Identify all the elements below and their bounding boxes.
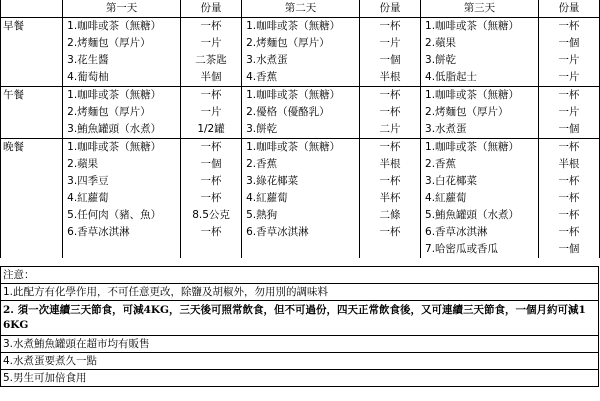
- day3-header: 第三天: [421, 0, 539, 18]
- food-item-cell: 7.哈密瓜或香瓜: [421, 241, 539, 258]
- notes-section: [0, 266, 599, 387]
- amount-cell: 一杯: [359, 87, 420, 105]
- food-item-cell: 2.香蕉: [242, 156, 360, 173]
- food-item-cell: 1.咖啡或茶（無糖）: [63, 18, 181, 36]
- food-item-cell: 6.香草冰淇淋: [421, 224, 539, 241]
- amount-cell: [359, 241, 420, 258]
- table-row: [1, 69, 600, 87]
- amount-cell: 一杯: [538, 18, 599, 36]
- meal-label-blank: [1, 121, 63, 139]
- table-row: [1, 241, 600, 258]
- food-item-cell: 6.香草冰淇淋: [63, 224, 181, 241]
- amount-cell: 一杯: [359, 104, 420, 121]
- meal-label: 午餐: [1, 87, 63, 105]
- table-row: [1, 52, 600, 69]
- food-item-cell: 4.紅蘿蔔: [421, 190, 539, 207]
- amount-cell: 二茶匙: [181, 52, 242, 69]
- meal-label-blank: [1, 35, 63, 52]
- food-item-cell: 3.白花椰菜: [421, 173, 539, 190]
- meal-label: 早餐: [1, 18, 63, 36]
- food-item-cell: 5.熱狗: [242, 207, 360, 224]
- amount-cell: 二條: [359, 207, 420, 224]
- amount-cell: 一個: [538, 121, 599, 139]
- food-item-cell: 3.餅乾: [242, 121, 360, 139]
- food-item-cell: 3.花生醬: [63, 52, 181, 69]
- meal-header-blank: [1, 0, 63, 18]
- food-item-cell: 4.葡萄柚: [63, 69, 181, 87]
- meal-label-blank: [1, 104, 63, 121]
- food-item-cell: 3.水煮蛋: [242, 52, 360, 69]
- day2-header: 第二天: [242, 0, 360, 18]
- food-item-cell: 2.優格（優酪乳）: [242, 104, 360, 121]
- day3-amount-header: 份量: [538, 0, 599, 18]
- amount-cell: 半根: [538, 156, 599, 173]
- note-item-3: 3.水煮鮪魚罐頭在超市均有販售: [1, 336, 598, 353]
- amount-cell: 一片: [359, 35, 420, 52]
- table-row: [1, 139, 600, 157]
- food-item-cell: 1.咖啡或茶（無糖）: [242, 18, 360, 36]
- amount-cell: 一杯: [359, 18, 420, 36]
- meal-label-blank: [1, 52, 63, 69]
- food-item-cell: 1.咖啡或茶（無糖）: [421, 18, 539, 36]
- table-row: [1, 173, 600, 190]
- food-item-cell: 6.香草冰淇淋: [242, 224, 360, 241]
- meal-label-blank: [1, 224, 63, 241]
- amount-cell: 一片: [181, 35, 242, 52]
- note-item-5: 5.男生可加倍食用: [1, 370, 598, 387]
- amount-cell: 一片: [181, 104, 242, 121]
- amount-cell: 1/2罐: [181, 121, 242, 139]
- meal-label-blank: [1, 156, 63, 173]
- food-item-cell: [242, 241, 360, 258]
- amount-cell: 一杯: [181, 224, 242, 241]
- food-item-cell: 4.紅蘿蔔: [63, 190, 181, 207]
- table-row: [1, 18, 600, 36]
- day2-amount-header: 份量: [359, 0, 420, 18]
- meal-label-blank: [1, 69, 63, 87]
- amount-cell: 半根: [359, 156, 420, 173]
- notes-title: 注意：: [1, 267, 598, 284]
- amount-cell: 一片: [538, 52, 599, 69]
- amount-cell: 一杯: [359, 224, 420, 241]
- food-item-cell: 3.水煮蛋: [421, 121, 539, 139]
- note-item-4: 4.水煮蛋要煮久一點: [1, 353, 598, 370]
- amount-cell: 一個: [181, 156, 242, 173]
- amount-cell: 二片: [359, 121, 420, 139]
- meal-label-blank: [1, 173, 63, 190]
- food-item-cell: 2.蘋果: [63, 156, 181, 173]
- food-item-cell: 2.烤麵包（厚片）: [421, 104, 539, 121]
- amount-cell: 一杯: [538, 190, 599, 207]
- amount-cell: 一個: [538, 241, 599, 258]
- amount-cell: [181, 241, 242, 258]
- food-item-cell: 2.烤麵包（厚片）: [63, 35, 181, 52]
- food-item-cell: [63, 241, 181, 258]
- table-row: [1, 35, 600, 52]
- amount-cell: 一杯: [359, 139, 420, 157]
- food-item-cell: 2.烤麵包（厚片）: [242, 35, 360, 52]
- food-item-cell: 4.低脂起士: [421, 69, 539, 87]
- food-item-cell: 2.烤麵包（厚片）: [63, 104, 181, 121]
- amount-cell: 一杯: [181, 18, 242, 36]
- amount-cell: 一杯: [538, 87, 599, 105]
- food-item-cell: 3.餅乾: [421, 52, 539, 69]
- amount-cell: 一杯: [181, 87, 242, 105]
- amount-cell: 一個: [538, 35, 599, 52]
- food-item-cell: 1.咖啡或茶（無糖）: [242, 87, 360, 105]
- food-item-cell: 1.咖啡或茶（無糖）: [63, 139, 181, 157]
- table-body: [1, 18, 600, 259]
- food-item-cell: 1.咖啡或茶（無糖）: [421, 87, 539, 105]
- amount-cell: 一杯: [538, 173, 599, 190]
- amount-cell: 半個: [181, 69, 242, 87]
- meal-label-blank: [1, 241, 63, 258]
- food-item-cell: 1.咖啡或茶（無糖）: [63, 87, 181, 105]
- amount-cell: 一杯: [181, 173, 242, 190]
- amount-cell: 一杯: [538, 207, 599, 224]
- food-item-cell: 5.任何肉（豬、魚）: [63, 207, 181, 224]
- amount-cell: 一杯: [181, 190, 242, 207]
- food-item-cell: 4.香蕉: [242, 69, 360, 87]
- header-row: [1, 0, 600, 18]
- food-item-cell: 2.蘋果: [421, 35, 539, 52]
- meal-label-blank: [1, 207, 63, 224]
- meal-label: 晚餐: [1, 139, 63, 157]
- meal-label-blank: [1, 190, 63, 207]
- amount-cell: 8.5公克: [181, 207, 242, 224]
- table-row: [1, 121, 600, 139]
- food-item-cell: 3.鮪魚罐頭（水煮）: [63, 121, 181, 139]
- food-item-cell: 4.紅蘿蔔: [242, 190, 360, 207]
- amount-cell: 一個: [359, 52, 420, 69]
- amount-cell: 一杯: [538, 139, 599, 157]
- food-item-cell: 3.綠花椰菜: [242, 173, 360, 190]
- food-item-cell: 5.鮪魚罐頭（水煮）: [421, 207, 539, 224]
- amount-cell: 半根: [359, 69, 420, 87]
- amount-cell: 一片: [538, 69, 599, 87]
- note-item-1: 1.此配方有化學作用，不可任意更改，除鹽及胡椒外，勿用別的調味料: [1, 284, 598, 301]
- amount-cell: 一片: [538, 104, 599, 121]
- amount-cell: 一杯: [181, 139, 242, 157]
- table-row: [1, 104, 600, 121]
- food-item-cell: 3.四季豆: [63, 173, 181, 190]
- amount-cell: 半杯: [359, 190, 420, 207]
- amount-cell: 一杯: [538, 224, 599, 241]
- table-row: [1, 224, 600, 241]
- table-row: [1, 190, 600, 207]
- day1-amount-header: 份量: [181, 0, 242, 18]
- food-item-cell: 1.咖啡或茶（無糖）: [421, 139, 539, 157]
- table-row: [1, 207, 600, 224]
- amount-cell: 一杯: [359, 173, 420, 190]
- note-item-2: 2. 須一次連續三天節食，可減4KG，三天後可照常飲食，但不可過份，四天正常飲食後，又可連續三天節食，一個月約可減1 6KG: [1, 301, 598, 336]
- food-item-cell: 1.咖啡或茶（無糖）: [242, 139, 360, 157]
- food-item-cell: 2.香蕉: [421, 156, 539, 173]
- table-row: [1, 87, 600, 105]
- day1-header: 第一天: [63, 0, 181, 18]
- table-row: [1, 156, 600, 173]
